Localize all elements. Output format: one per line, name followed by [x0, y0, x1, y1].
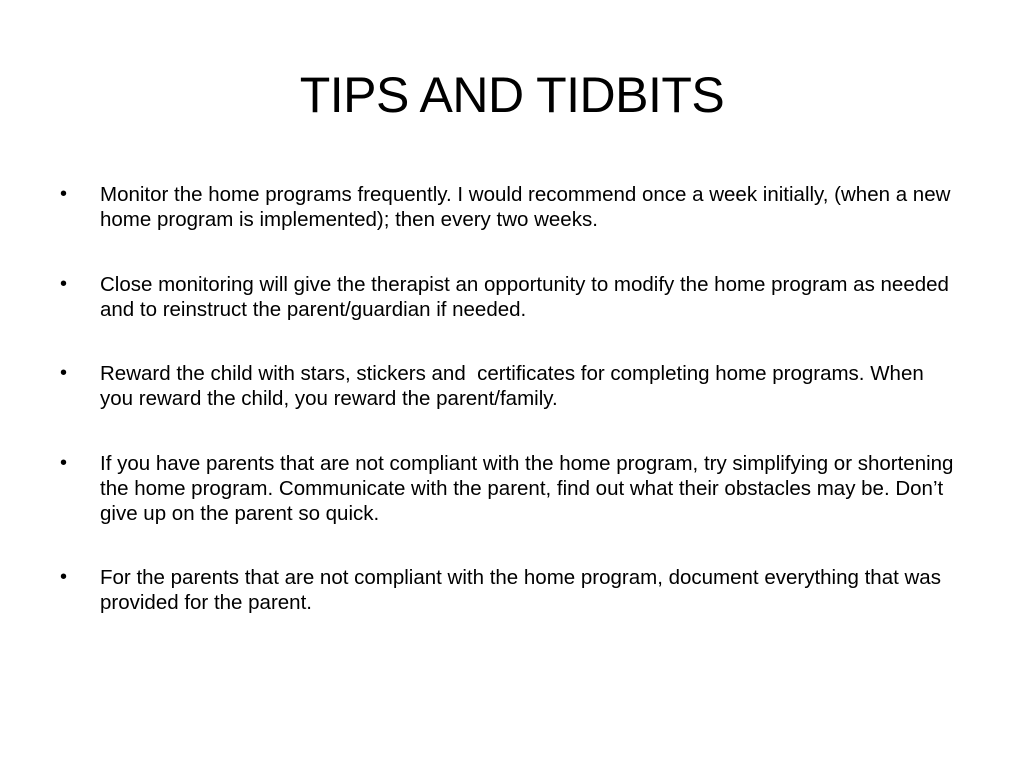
bullet-text: If you have parents that are not compliant with the home program, try simplifying or shortening the home program. Communicate with the parent, find out what their obstacles may be. Don’t give up on the parent so quick.	[100, 451, 960, 525]
bullet-icon: •	[60, 362, 68, 384]
bullet-text: For the parents that are not compliant with the home program, document everything that was provided for the parent.	[100, 566, 947, 614]
list-item	[60, 361, 960, 411]
bullet-text: Close monitoring will give the therapist an opportunity to modify the home program as needed and to reinstruct the parent/guardian if needed.	[100, 272, 955, 321]
bullet-text: Monitor the home programs frequently. I would recommend once a week initially, (when a new home program is implemented); then every two weeks.	[100, 183, 957, 231]
slide-title: TIPS AND TIDBITS	[299, 67, 725, 123]
bullet-icon: •	[60, 451, 68, 474]
list-item	[60, 182, 960, 232]
bullet-text: Reward the child with stars, stickers and certificates for completing home programs. When you reward the child, you reward the parent/family.	[100, 362, 930, 410]
bullet-list	[60, 182, 960, 615]
list-item	[60, 272, 960, 322]
list-item	[60, 565, 960, 615]
list-item	[60, 451, 960, 526]
bullet-icon: •	[60, 183, 68, 205]
bullet-icon: •	[60, 566, 68, 588]
bullet-icon: •	[60, 272, 68, 295]
